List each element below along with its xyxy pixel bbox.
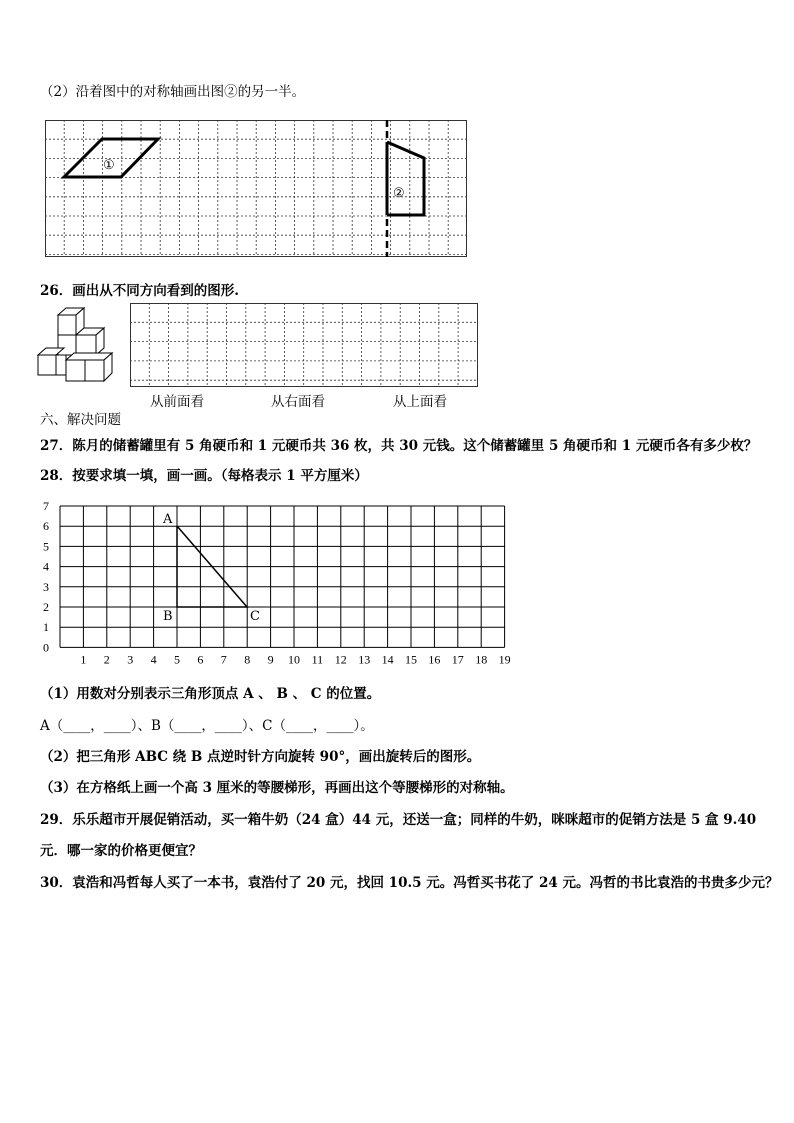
x-tick-label: 6	[197, 652, 204, 667]
view-front-label: 从前面看	[150, 394, 204, 410]
cube-stack-figure	[36, 305, 121, 385]
q29-line1: 29．乐乐超市开展促销活动，买一箱牛奶（24 盒）44 元，还送一盒；同样的牛奶，咪咪超市的促销方法是 5 盒 9.40	[40, 812, 757, 828]
x-tick-label: 9	[267, 652, 274, 667]
x-tick-label: 18	[475, 652, 488, 667]
y-tick-label: 2	[43, 600, 49, 614]
x-tick-label: 17	[451, 652, 464, 667]
q28-text: 28．按要求填一填，画一画。（每格表示 1 平方厘米）	[40, 468, 368, 484]
x-tick-label: 7	[220, 652, 227, 667]
q25-2-text: （2）沿着图中的对称轴画出图②的另一半。	[40, 84, 306, 100]
x-tick-label: 8	[244, 652, 251, 667]
trapezoid-half-shape	[387, 142, 424, 215]
x-tick-label: 19	[498, 652, 511, 667]
y-tick-label: 3	[43, 579, 49, 594]
x-tick-label: 15	[405, 652, 417, 667]
view-right-label: 从右面看	[271, 394, 325, 410]
q28-sub2: （2）把三角形 ABC 绕 B 点逆时针方向旋转 90°，画出旋转后的图形。	[40, 749, 481, 765]
section-6-title: 六、解决问题	[40, 412, 121, 428]
x-tick-label: 16	[428, 652, 441, 667]
y-tick-label: 1	[43, 620, 49, 635]
x-tick-label: 4	[150, 652, 157, 667]
y-tick-label: 5	[43, 539, 49, 554]
q27-text: 27．陈月的储蓄罐里有 5 角硬币和 1 元硬币共 36 枚，共 30 元钱。这个储蓄罐里 5 角硬币和 1 元硬币各有多少枚？	[40, 438, 758, 454]
point-c-label: C	[250, 609, 260, 624]
x-tick-label: 2	[103, 652, 110, 667]
view-top-label: 从上面看	[393, 394, 447, 410]
y-tick-label: 6	[43, 519, 49, 534]
point-b-label: B	[163, 609, 173, 624]
y-tick-label: 0	[43, 640, 49, 655]
q28-sub1: （1）用数对分别表示三角形顶点 A 、 B 、 C 的位置。	[40, 686, 381, 702]
point-a-label: A	[163, 512, 173, 527]
q28-sub3: （3）在方格纸上画一个高 3 厘米的等腰梯形，再画出这个等腰梯形的对称轴。	[40, 780, 514, 796]
x-tick-label: 3	[127, 652, 134, 667]
x-tick-label: 10	[288, 652, 300, 667]
q28-sub1-answer: A（____，____）、B（____，____）、C（____，____）。	[40, 718, 374, 734]
q28-coordinate-grid	[40, 498, 520, 673]
shape-2-label: ②	[393, 186, 405, 201]
y-tick-label: 4	[43, 559, 49, 574]
x-tick-label: 5	[174, 652, 180, 667]
shape-1-label: ①	[103, 158, 115, 173]
x-tick-label: 14	[381, 652, 394, 667]
x-tick-label: 1	[80, 652, 87, 667]
x-tick-label: 13	[358, 652, 371, 667]
x-tick-label: 11	[311, 652, 324, 667]
q26-text: 26．画出从不同方向看到的图形.	[40, 283, 239, 299]
q26-grid	[130, 303, 478, 387]
y-tick-label: 7	[43, 499, 49, 513]
q30-text: 30．袁浩和冯哲每人买了一本书，袁浩付了 20 元，找回 10.5 元。冯哲买书花了 24 元。冯哲的书比袁浩的书贵多少元？	[40, 875, 779, 891]
x-tick-label: 12	[334, 652, 347, 667]
q29-line2: 元．哪一家的价格更便宜？	[40, 843, 202, 859]
